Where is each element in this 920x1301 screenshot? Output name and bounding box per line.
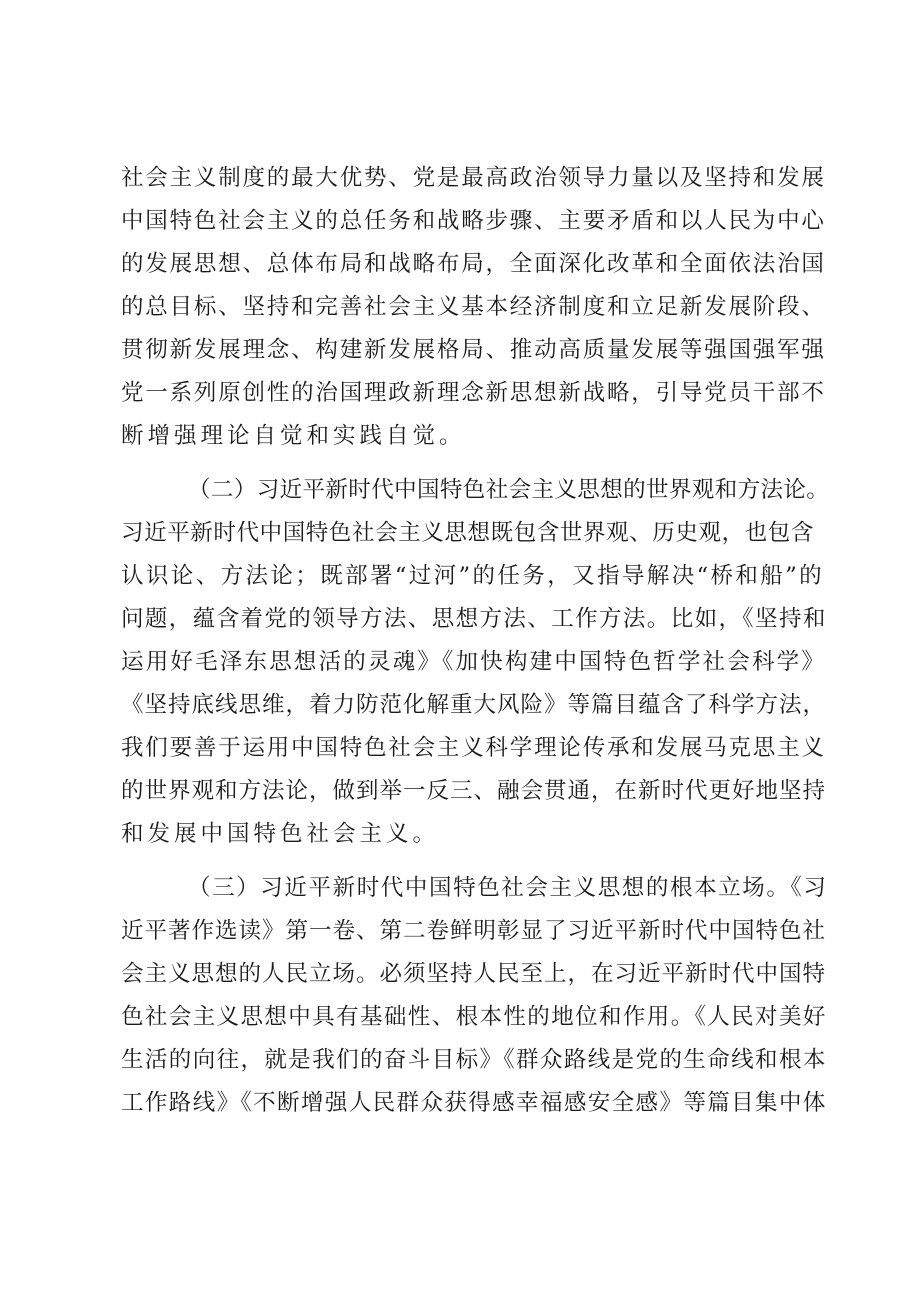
text-line-9: 习近平新时代中国特色社会主义思想既包含世界观、历史观，也包含	[121, 520, 815, 546]
text-line-2: 中国特色社会主义的总任务和战略步骤、主要矛盾和以人民为中心	[121, 208, 826, 234]
text-line-11: 问题，蕴含着党的领导方法、思想方法、工作方法。比如，《坚持和	[121, 606, 827, 632]
text-line-14: 我们要善于运用中国特色社会主义科学理论传承和发展马克思主义	[121, 735, 826, 761]
text-line-12: 运用好毛泽东思想活的灵魂》《加快构建中国特色哲学社会科学》	[121, 649, 827, 675]
text-line-21: 生活的向往，就是我们的奋斗目标》《群众路线是党的生命线和根本	[121, 1047, 827, 1073]
text-line-7: 断增强理论自觉和实践自觉。	[121, 423, 466, 449]
text-line-10: 认识论、方法论；既部署“过河”的任务，又指导解决“桥和船”的	[121, 563, 825, 589]
text-line-15: 的世界观和方法论，做到举一反三、融会贯通，在新时代更好地坚持	[121, 778, 827, 804]
text-line-4: 的总目标、坚持和完善社会主义基本经济制度和立足新发展阶段、	[121, 294, 826, 320]
text-line-18: 近平著作选读》第一卷、第二卷鲜明彰显了习近平新时代中国特色社	[121, 918, 827, 944]
text-line-22: 工作路线》《不断增强人民群众获得感幸福感安全感》等篇目集中体	[121, 1090, 827, 1116]
text-line-5: 贯彻新发展理念、构建新发展格局、推动高质量发展等强国强军强	[121, 337, 826, 363]
text-line-6: 党一系列原创性的治国理政新理念新思想新战略，引导党员干部不	[121, 380, 826, 406]
section-heading-3: （三）习近平新时代中国特色社会主义思想的根本立场。《习	[188, 875, 828, 901]
section-heading-2: （二）习近平新时代中国特色社会主义思想的世界观和方法论。	[188, 477, 830, 503]
text-line-1: 社会主义制度的最大优势、党是最高政治领导力量以及坚持和发展	[121, 165, 826, 191]
text-line-20: 色社会主义思想中具有基础性、根本性的地位和作用。《人民对美好	[121, 1004, 827, 1030]
text-line-13: 《坚持底线思维，着力防范化解重大风险》等篇目蕴含了科学方法，	[121, 692, 827, 718]
text-line-3: 的发展思想、总体布局和战略布局，全面深化改革和全面依法治国	[121, 251, 826, 277]
text-line-16: 和发展中国特色社会主义。	[121, 821, 440, 847]
text-line-19: 会主义思想的人民立场。必须坚持人民至上，在习近平新时代中国特	[121, 961, 827, 987]
